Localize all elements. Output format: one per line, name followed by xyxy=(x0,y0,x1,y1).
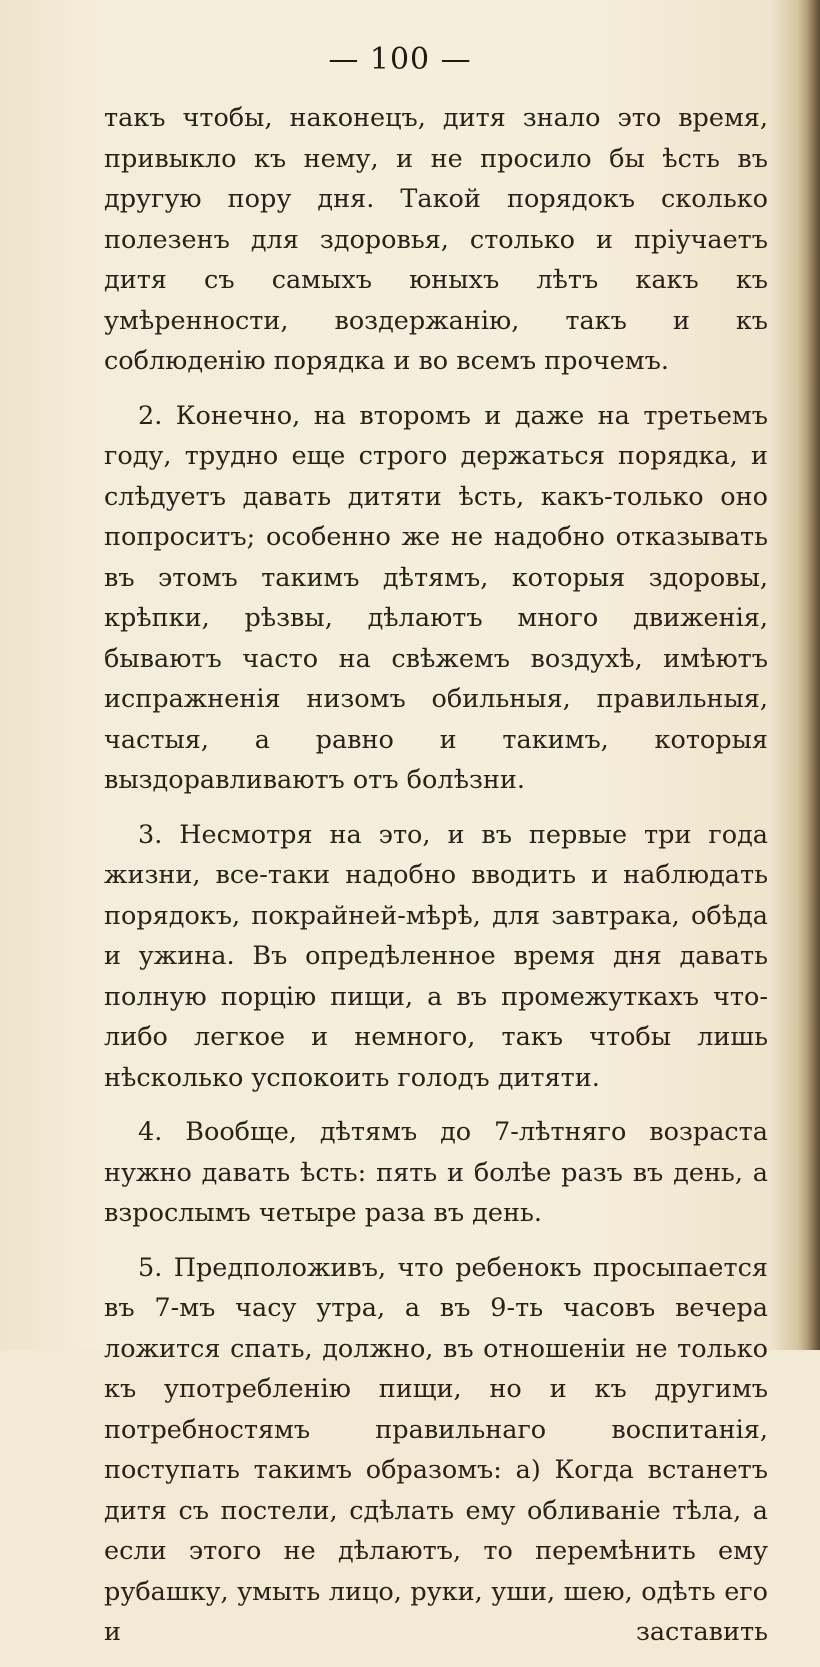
paragraph-3: 3. Несмотря на это, и въ первые три года жизни, все-таки надобно вводить и наблюдать порядокъ, покрайней-мѣрѣ, для завтрака, обѣда и ужина. Въ опредѣленное время дня давать полную порцію пищи, а въ промежуткахъ что-либо легкое и немного, такъ чтобы лишь нѣсколько успокоить голодъ дитяти. xyxy=(104,819,768,1093)
paragraph-5: 5. Предположивъ, что ребенокъ просыпается въ 7-мъ часу утра, а въ 9-ть часовъ вечера ложится спать, должно, въ отношеніи не только къ употребленію пищи, но и къ другимъ потребностямъ правильнаго воспитанія, поступать такимъ образомъ: а) Когда встанетъ дитя съ постели, сдѣлать ему обливаніе тѣла, а если этого не дѣлаютъ, то перемѣнить ему рубашку, умыть лицо, руки, уши, шею, одѣть его и заставить xyxy=(104,1252,768,1647)
paragraph-continued: такъ чтобы, наконецъ, дитя знало это время, привыкло къ нему, и не просило бы ѣсть въ другую пору дня. Такой порядокъ сколько полезенъ для здоровья, столько и пріучаетъ дитя съ самыхъ юныхъ лѣтъ какъ къ умѣренности, воздержанію, такъ и къ соблюденію порядка и во всемъ прочемъ. xyxy=(104,103,768,376)
text-body xyxy=(104,98,768,1667)
paragraph-4: 4. Вообще, дѣтямъ до 7-лѣтняго возраста нужно давать ѣсть: пять и болѣе разъ въ день, а взрослымъ четыре раза въ день. xyxy=(104,1117,768,1228)
page-spine-shadow xyxy=(798,0,820,1350)
page-number: — 100 — xyxy=(328,42,472,77)
paragraph-2: 2. Конечно, на второмъ и даже на третьемъ году, трудно еще строго держаться порядка, и слѣдуетъ давать дитяти ѣсть, какъ-только оно попроситъ; особенно же не надобно отказывать въ этомъ такимъ дѣтямъ, которыя здоровы, крѣпки, рѣзвы, дѣлаютъ много движенія, бываютъ часто на свѣжемъ воздухѣ, имѣютъ испражненія низомъ обильныя, правильныя, частыя, а равно и такимъ, которыя выздоравливаютъ отъ болѣзни. xyxy=(104,400,768,795)
